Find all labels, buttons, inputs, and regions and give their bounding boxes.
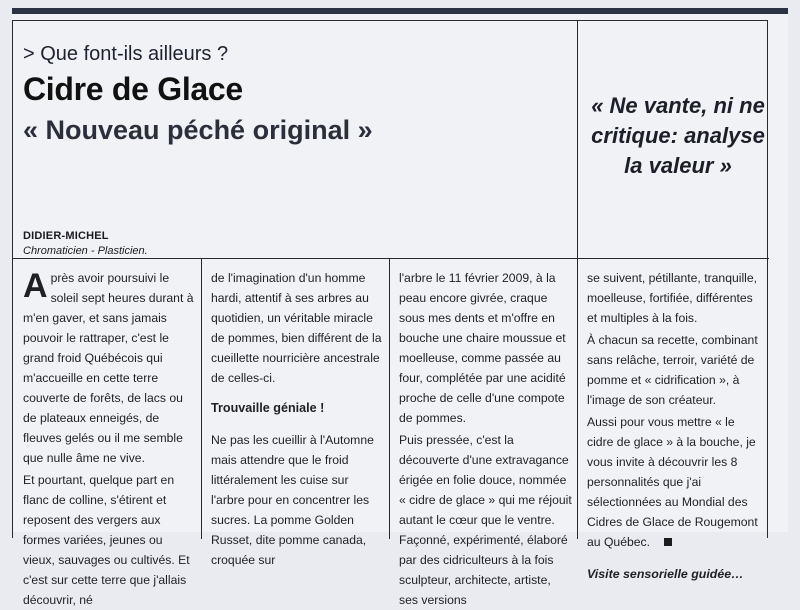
paragraph: Après avoir poursuivi le soleil sept heures durant à m'en gaver, et sans jamais pouvoir le rattraper, c'est le grand froid Québécois qui m'accueille en cette terre couverte de forêts, de lacs ou de plateaux enneigés, de fleuves gelés ou il me semble que nulle âme ne vive. xyxy=(23,267,194,465)
author-role: Chromaticien - Plasticien. xyxy=(23,245,148,257)
subheading: Trouvaille géniale ! xyxy=(211,401,325,415)
pull-quote: « Ne vante, ni ne critique: analyse la valeur » xyxy=(591,93,765,178)
paragraph xyxy=(587,412,763,552)
text-column-2 xyxy=(211,268,383,567)
paragraph: Puis pressée, c'est la découverte d'une extravagance érigée en folie douce, nommée « cidre de glace » qui me réjouit autant le cœur que le ventre. Façonné, expérimenté, élaboré par des cidriculteurs à la fois sculpteur, architecte, artiste, ses versions xyxy=(399,433,572,607)
paragraph-text: Aussi pour vous mettre « le cidre de glace » à la bouche, je vous invite à découvrir les 8 personnalités que j'ai sélectionnées au Mondial des Cidres de Glace de Rougemont au Québec. xyxy=(587,415,758,549)
column-divider-1 xyxy=(201,258,202,539)
end-of-article-mark xyxy=(664,538,672,546)
column-divider-2 xyxy=(389,258,390,539)
header-divider xyxy=(13,258,769,259)
paragraph: de l'imagination d'un homme hardi, attentif à ses arbres au quotidien, un véritable miracle de pommes, bien différent de la cueillette nourricière ancestrale de celles-ci. xyxy=(211,271,382,385)
article-title: Cidre de Glace xyxy=(23,71,243,107)
paragraph: l'arbre le 11 février 2009, à la peau encore givrée, craque sous mes dents et m'offre en bouche une chaire moussue et moelleuse, comme passée au four, complétée par une acidité proche de celle d'une compote de pommes. xyxy=(399,271,566,425)
author-name: DIDIER-MICHEL xyxy=(23,230,109,242)
quote-column-divider xyxy=(577,21,578,539)
next-section-link: Visite sensorielle guidée… xyxy=(587,567,744,581)
text-column-1 xyxy=(23,267,196,607)
article-frame xyxy=(12,20,768,607)
section-kicker: > Que font-ils ailleurs ? xyxy=(23,43,229,65)
paragraph: se suivent, pétillante, tranquille, moelleuse, fortifiée, différentes et multiples à la fois. xyxy=(587,271,758,325)
text-column-4 xyxy=(587,268,763,581)
article-subtitle: « Nouveau péché original » xyxy=(23,115,373,145)
text-column-3 xyxy=(399,268,573,607)
magazine-page xyxy=(12,8,788,607)
paragraph: Ne pas les cueillir à l'Automne mais attendre que le froid littéralement les cuise sur l'arbre pour en concentrer les sucres. La pomme Golden Russet, dite pomme canada, croquée sur xyxy=(211,433,374,567)
paragraph: Et pourtant, quelque part en flanc de colline, s'étirent et reposent des vergers aux formes variées, jeunes ou vieux, sauvages ou cultivés. Et c'est sur cette terre que j'allais découvrir, né xyxy=(23,473,190,607)
paragraph: À chacun sa recette, combinant sans relâche, terroir, variété de pomme et « cidrification », à l'image de son créateur. xyxy=(587,333,758,407)
